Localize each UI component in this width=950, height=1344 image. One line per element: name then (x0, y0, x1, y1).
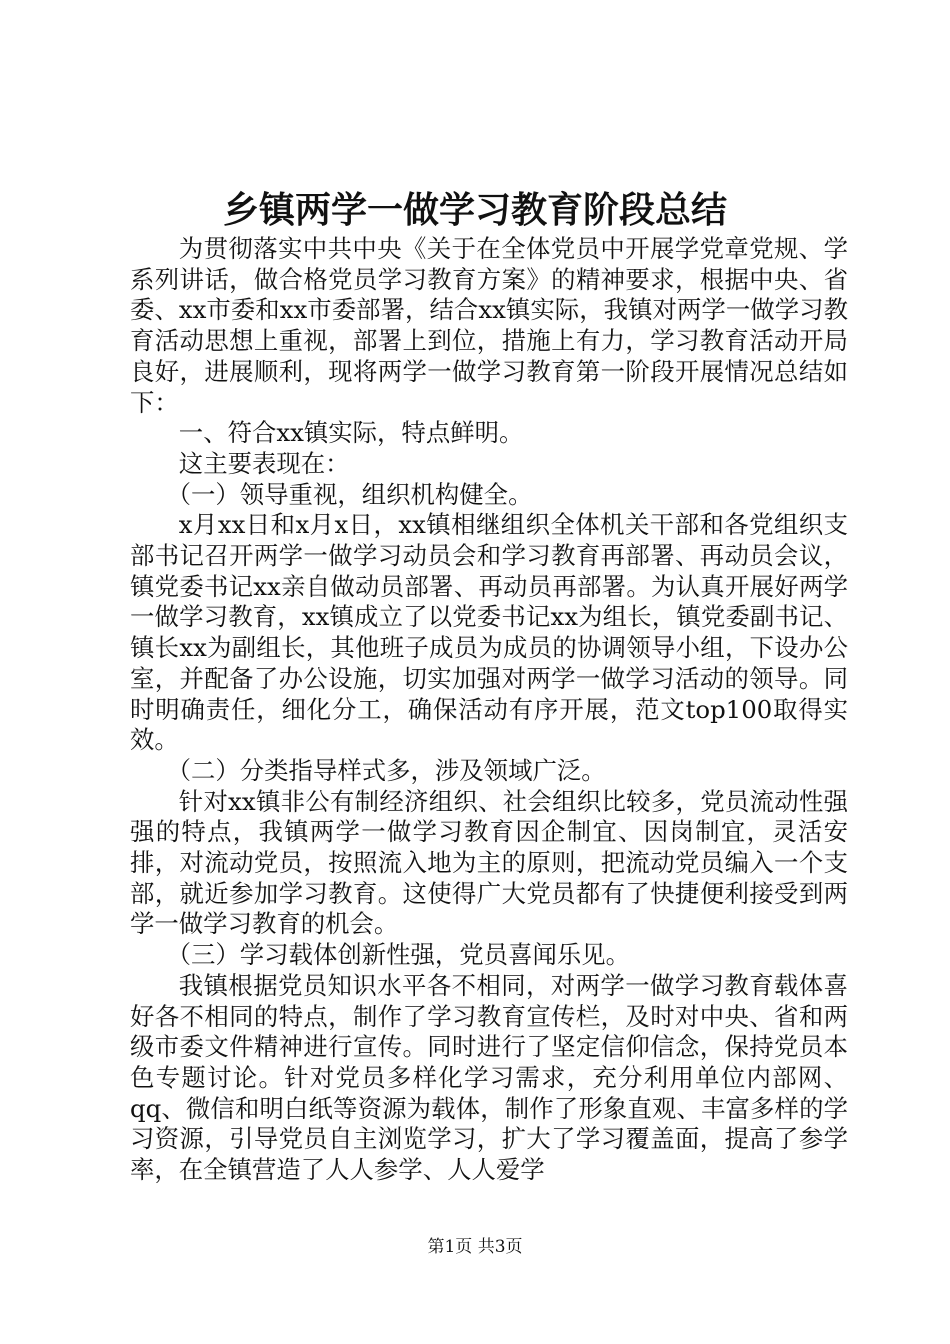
subheading-2: （二）分类指导样式多，涉及领域广泛。 (166, 755, 606, 785)
page-footer: 第1页 共3页 (427, 1237, 523, 1257)
paragraph-lead: 这主要表现在： (178, 448, 350, 478)
document-title: 乡镇两学一做学习教育阶段总结 (222, 189, 727, 231)
paragraph-intro: 为贯彻落实中共中央《关于在全体党员中开展学党章党规、学系列讲话，做合格党员学习教育方案》的精神要求，根据中央、省委、xx市委和xx市委部署，结合xx镇实际，我镇对两学一做学习教育活动思想上重视，部署上到位，措施上有力，学习教育活动开局良好，进展顺利，现将两学一做学习教育第一阶段开展情况总结如下： (130, 234, 848, 417)
subheading-1: （一）领导重视，组织机构健全。 (166, 479, 533, 509)
paragraph-guidance: 针对xx镇非公有制经济组织、社会组织比较多，党员流动性强强的特点，我镇两学一做学习教育因企制宜、因岗制宜，灵活安排，对流动党员，按照流入地为主的原则，把流动党员编入一个支部，就近参加学习教育。这使得广大党员都有了快捷便利接受到两学一做学习教育的机会。 (130, 786, 848, 939)
paragraph-leadership: x月xx日和x月x日，xx镇相继组织全体机关干部和各党组织支部书记召开两学一做学习动员会和学习教育再部署、再动员会议，镇党委书记xx亲自做动员部署、再动员再部署。为认真开展好两学一做学习教育，xx镇成立了以党委书记xx为组长，镇党委副书记、镇长xx为副组长，其他班子成员为成员的协调领导小组，下设办公室，并配备了办公设施，切实加强对两学一做学习活动的领导。同时明确责任，细化分工，确保活动有序开展，范文top100取得实效。 (130, 510, 848, 755)
paragraph-innovation: 我镇根据党员知识水平各不相同，对两学一做学习教育载体喜好各不相同的特点，制作了学习教育宣传栏，及时对中央、省和两级市委文件精神进行宣传。同时进行了坚定信仰信念，保持党员本色专题讨论。针对党员多样化学习需求，充分利用单位内部网、qq、微信和明白纸等资源为载体，制作了形象直观、丰富多样的学习资源，引导党员自主浏览学习，扩大了学习覆盖面，提高了参学率，在全镇营造了人人参学、人人爱学 (130, 970, 848, 1185)
subheading-3: （三）学习载体创新性强，党员喜闻乐见。 (166, 940, 631, 970)
document-body (130, 234, 848, 1186)
section-heading-1: 一、符合xx镇实际，特点鲜明。 (178, 418, 524, 448)
